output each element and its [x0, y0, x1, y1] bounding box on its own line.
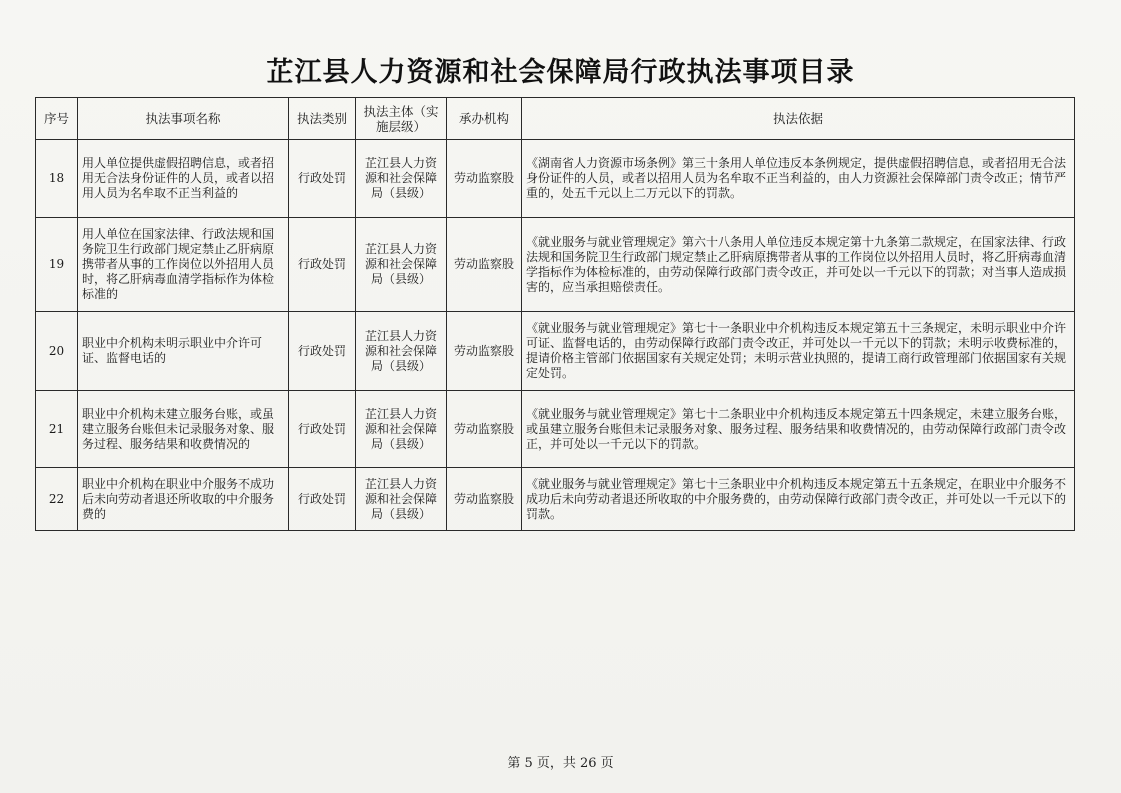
- cell-type: 行政处罚: [289, 391, 356, 468]
- page-title: 芷江县人力资源和社会保障局行政执法事项目录: [266, 57, 855, 88]
- cell-name: 职业中介机构未建立服务台账，或虽建立服务台账但未记录服务对象、服务过程、服务结果和收费情况的: [78, 391, 289, 468]
- cell-org: 劳动监察股: [447, 391, 522, 468]
- cell-seq: 18: [36, 140, 78, 218]
- cell-subject: 芷江县人力资源和社会保障局（县级）: [356, 218, 447, 312]
- cell-type: 行政处罚: [289, 468, 356, 531]
- header-name: 执法事项名称: [78, 98, 289, 140]
- cell-org: 劳动监察股: [447, 468, 522, 531]
- cell-subject: 芷江县人力资源和社会保障局（县级）: [356, 312, 447, 391]
- header-basis: 执法依据: [522, 98, 1075, 140]
- cell-seq: 21: [36, 391, 78, 468]
- cell-type: 行政处罚: [289, 140, 356, 218]
- cell-type: 行政处罚: [289, 312, 356, 391]
- header-seq: 序号: [36, 98, 78, 140]
- cell-subject: 芷江县人力资源和社会保障局（县级）: [356, 391, 447, 468]
- cell-name: 职业中介机构未明示职业中介许可证、监督电话的: [78, 312, 289, 391]
- table-row: [36, 140, 1075, 218]
- table-row: [36, 468, 1075, 531]
- cell-type: 行政处罚: [289, 218, 356, 312]
- header-type: 执法类别: [289, 98, 356, 140]
- cell-seq: 22: [36, 468, 78, 531]
- cell-name: 职业中介机构在职业中介服务不成功后未向劳动者退还所收取的中介服务费的: [78, 468, 289, 531]
- cell-basis: 《就业服务与就业管理规定》第七十三条职业中介机构违反本规定第五十五条规定，在职业中介服务不成功后未向劳动者退还所收取的中介服务费的，由劳动保障行政部门责令改正，并可处以一千元以下的罚款。: [522, 468, 1075, 531]
- cell-basis: 《就业服务与就业管理规定》第七十一条职业中介机构违反本规定第五十三条规定，未明示职业中介许可证、监督电话的，由劳动保障行政部门责令改正，并可处以一千元以下的罚款；未明示收费标准的，提请价格主管部门依据国家有关规定处罚；未明示营业执照的，提请工商行政管理部门依据国家有关规定处罚。: [522, 312, 1075, 391]
- cell-basis: 《就业服务与就业管理规定》第七十二条职业中介机构违反本规定第五十四条规定，未建立服务台账，或虽建立服务台账但未记录服务对象、服务过程、服务结果和收费情况的，由劳动保障行政部门责令改正，并可处以一千元以下的罚款。: [522, 391, 1075, 468]
- enforcement-catalog-table: [35, 97, 1075, 531]
- table-header-row: [36, 98, 1075, 140]
- cell-org: 劳动监察股: [447, 218, 522, 312]
- cell-basis: 《湖南省人力资源市场条例》第三十条用人单位违反本条例规定，提供虚假招聘信息，或者招用无合法身份证件的人员，或者以招用人员为名牟取不正当利益的，由人力资源社会保障部门责令改正；情节严重的，处五千元以上二万元以下的罚款。: [522, 140, 1075, 218]
- header-subject: 执法主体（实施层级）: [356, 98, 447, 140]
- table-row: [36, 391, 1075, 468]
- cell-name: 用人单位提供虚假招聘信息，或者招用无合法身份证件的人员，或者以招用人员为名牟取不正当利益的: [78, 140, 289, 218]
- page-number-footer: 第 5 页，共 26 页: [507, 756, 614, 771]
- cell-seq: 20: [36, 312, 78, 391]
- cell-seq: 19: [36, 218, 78, 312]
- cell-org: 劳动监察股: [447, 312, 522, 391]
- table-row: [36, 218, 1075, 312]
- cell-basis: 《就业服务与就业管理规定》第六十八条用人单位违反本规定第十九条第二款规定，在国家法律、行政法规和国务院卫生行政部门规定禁止乙肝病原携带者从事的工作岗位以外招用人员时，将乙肝病毒血清学指标作为体检标准的，由劳动保障行政部门责令改正，并可处以一千元以下的罚款；对当事人造成损害的，应当承担赔偿责任。: [522, 218, 1075, 312]
- cell-subject: 芷江县人力资源和社会保障局（县级）: [356, 140, 447, 218]
- table-row: [36, 312, 1075, 391]
- cell-name: 用人单位在国家法律、行政法规和国务院卫生行政部门规定禁止乙肝病原携带者从事的工作岗位以外招用人员时，将乙肝病毒血清学指标作为体检标准的: [78, 218, 289, 312]
- cell-org: 劳动监察股: [447, 140, 522, 218]
- cell-subject: 芷江县人力资源和社会保障局（县级）: [356, 468, 447, 531]
- header-org: 承办机构: [447, 98, 522, 140]
